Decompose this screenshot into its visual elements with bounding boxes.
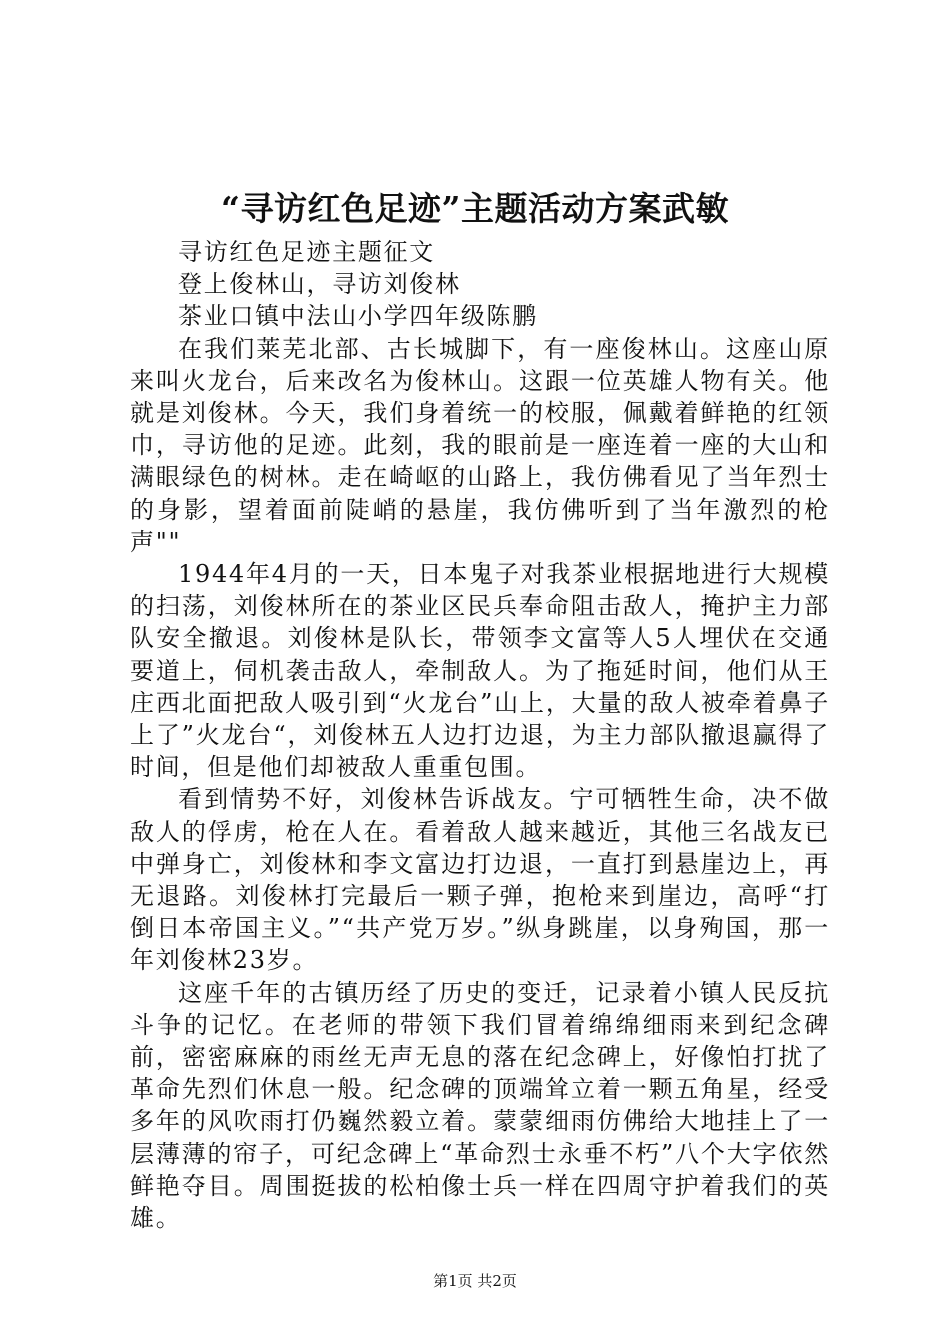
paragraph: 在我们莱芜北部、古长城脚下，有一座俊林山。这座山原来叫火龙台，后来改名为俊林山。这跟一位英雄人物有关。他就是刘俊林。今天，我们身着统一的校服，佩戴着鲜艳的红领巾，寻访他的足迹。此刻，我的眼前是一座连着一座的大山和满眼绿色的树林。走在崎岖的山路上，我仿佛看见了当年烈士的身影，望着面前陡峭的悬崖，我仿佛听到了当年激烈的枪声"" xyxy=(130,334,830,556)
document-title: “寻访红色足迹”主题活动方案武敏 xyxy=(221,189,729,228)
author-line: 茶业口镇中法山小学四年级陈鹏 xyxy=(178,302,538,331)
paragraph: 这座千年的古镇历经了历史的变迁，记录着小镇人民反抗斗争的记忆。在老师的带领下我们冒着绵绵细雨来到纪念碑前，密密麻麻的雨丝无声无息的落在纪念碑上，好像怕打扰了革命先烈们休息一般。纪念碑的顶端耸立着一颗五角星，经受多年的风吹雨打仍巍然毅立着。蒙蒙细雨仿佛给大地挂上了一层薄薄的帘子，可纪念碑上“革命烈士永垂不朽”八个大字依然鲜艳夺目。周围挺拔的松柏像士兵一样在四周守护着我们的英雄。 xyxy=(130,978,830,1233)
page-number-footer: 第1页 共2页 xyxy=(433,1272,517,1290)
heading-line: 登上俊林山，寻访刘俊林 xyxy=(178,270,461,299)
document-body xyxy=(130,236,830,1234)
paragraph: 看到情势不好，刘俊林告诉战友。宁可牺牲生命，决不做敌人的俘虏，枪在人在。看着敌人越来越近，其他三名战友已中弹身亡，刘俊林和李文富边打边退，一直打到悬崖边上，再无退路。刘俊林打完最后一颗子弹，抱枪来到崖边，高呼“打倒日本帝国主义。”“共产党万岁。”纵身跳崖，以身殉国，那一年刘俊林23岁。 xyxy=(130,785,830,975)
subtitle-line: 寻访红色足迹主题征文 xyxy=(178,238,435,266)
paragraph: 1944年4月的一天，日本鬼子对我茶业根据地进行大规模的扫荡，刘俊林所在的茶业区民兵奉命阻击敌人，掩护主力部队安全撤退。刘俊林是队长，带领李文富等人5人埋伏在交通要道上，伺机袭击敌人，牵制敌人。为了拖延时间，他们从王庄西北面把敌人吸引到“火龙台”山上，大量的敌人被牵着鼻子上了”火龙台“，刘俊林五人边打边退，为主力部队撤退赢得了时间，但是他们却被敌人重重包围。 xyxy=(130,560,830,782)
